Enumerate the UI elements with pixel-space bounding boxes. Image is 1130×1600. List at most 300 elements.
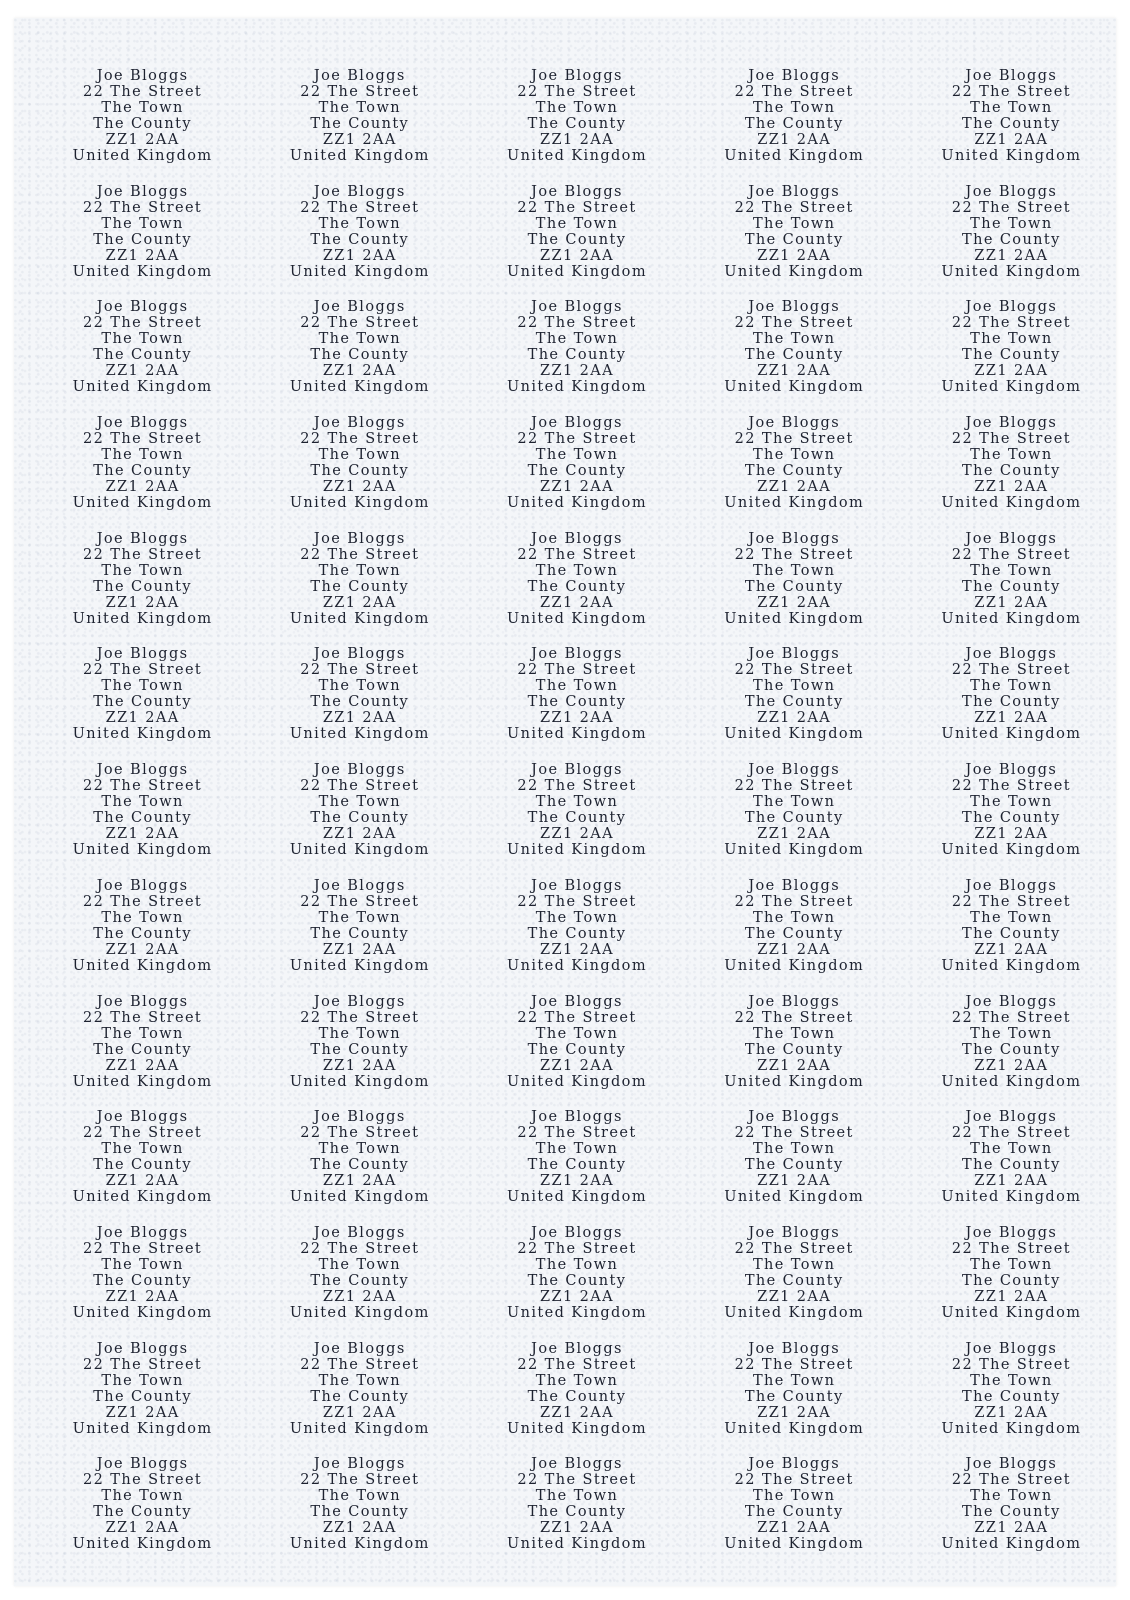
country-line: United Kingdom — [289, 610, 430, 627]
county-line: The County — [310, 925, 410, 942]
county-line: The County — [962, 116, 1061, 132]
country-line: United Kingdom — [289, 263, 430, 280]
county-line: The County — [744, 1041, 844, 1058]
recipient-name: Joe Bloggs — [965, 646, 1058, 663]
county-line: The County — [310, 578, 410, 595]
recipient-name: Joe Bloggs — [531, 877, 623, 894]
street-line: 22 The Street — [517, 1472, 637, 1489]
town-line: The Town — [318, 678, 401, 695]
address-label — [251, 415, 468, 531]
recipient-name: Joe Bloggs — [96, 1224, 189, 1241]
county-line: The County — [744, 810, 844, 827]
country-line: United Kingdom — [724, 1073, 865, 1090]
country-line: United Kingdom — [941, 1073, 1082, 1090]
town-line: The Town — [101, 1372, 184, 1389]
street-line: 22 The Street — [517, 84, 637, 100]
town-line: The Town — [535, 215, 619, 232]
recipient-name: Joe Bloggs — [96, 530, 189, 547]
address-label — [34, 1456, 251, 1572]
town-line: The Town — [970, 447, 1053, 464]
town-line: The Town — [970, 1256, 1053, 1273]
town-line: The Town — [101, 794, 184, 811]
street-line: 22 The Street — [300, 315, 420, 332]
county-line: The County — [310, 116, 410, 132]
postcode-line: ZZ1 2AA — [105, 1288, 180, 1305]
country-line: United Kingdom — [941, 726, 1082, 743]
street-line: 22 The Street — [83, 546, 203, 563]
town-line: The Town — [101, 331, 184, 348]
street-line: 22 The Street — [734, 1240, 854, 1257]
postcode-line: ZZ1 2AA — [105, 1404, 180, 1421]
address-label — [903, 994, 1120, 1110]
street-line: 22 The Street — [83, 1356, 203, 1373]
country-line: United Kingdom — [289, 1536, 430, 1553]
postcode-line: ZZ1 2AA — [757, 479, 832, 496]
street-line: 22 The Street — [951, 893, 1071, 910]
town-line: The Town — [970, 1372, 1053, 1389]
country-line: United Kingdom — [72, 148, 213, 164]
street-line: 22 The Street — [734, 84, 854, 100]
town-line: The Town — [752, 1256, 836, 1273]
country-line: United Kingdom — [941, 1189, 1082, 1206]
country-line: United Kingdom — [941, 1536, 1082, 1553]
country-line: United Kingdom — [72, 263, 213, 280]
postcode-line: ZZ1 2AA — [974, 1057, 1049, 1074]
country-line: United Kingdom — [507, 957, 647, 974]
recipient-name: Joe Bloggs — [531, 530, 623, 547]
town-line: The Town — [318, 1141, 401, 1158]
county-line: The County — [310, 810, 410, 827]
postcode-line: ZZ1 2AA — [322, 826, 397, 843]
county-line: The County — [527, 810, 627, 827]
address-label — [903, 1225, 1120, 1341]
country-line: United Kingdom — [507, 263, 647, 280]
recipient-name: Joe Bloggs — [531, 183, 623, 200]
postcode-line: ZZ1 2AA — [105, 826, 180, 843]
street-line: 22 The Street — [83, 662, 203, 679]
country-line: United Kingdom — [72, 1420, 213, 1437]
country-line: United Kingdom — [941, 379, 1082, 396]
street-line: 22 The Street — [300, 1240, 420, 1257]
street-line: 22 The Street — [300, 199, 420, 216]
street-line: 22 The Street — [517, 778, 637, 795]
town-line: The Town — [535, 1372, 619, 1389]
county-line: The County — [527, 1272, 627, 1289]
postcode-line: ZZ1 2AA — [757, 941, 832, 958]
street-line: 22 The Street — [517, 893, 637, 910]
postcode-line: ZZ1 2AA — [105, 247, 180, 264]
recipient-name: Joe Bloggs — [313, 993, 406, 1010]
country-line: United Kingdom — [724, 726, 865, 743]
country-line: United Kingdom — [507, 726, 647, 743]
recipient-name: Joe Bloggs — [748, 1456, 841, 1473]
recipient-name: Joe Bloggs — [965, 993, 1058, 1010]
street-line: 22 The Street — [951, 315, 1071, 332]
recipient-name: Joe Bloggs — [313, 762, 406, 779]
recipient-name: Joe Bloggs — [96, 762, 189, 779]
town-line: The Town — [318, 447, 401, 464]
street-line: 22 The Street — [517, 431, 637, 448]
street-line: 22 The Street — [83, 84, 203, 100]
address-label — [686, 1456, 903, 1572]
recipient-name: Joe Bloggs — [96, 877, 189, 894]
country-line: United Kingdom — [724, 957, 865, 974]
address-label — [251, 184, 468, 300]
county-line: The County — [962, 1504, 1061, 1521]
town-line: The Town — [101, 1141, 184, 1158]
postcode-line: ZZ1 2AA — [757, 594, 832, 611]
street-line: 22 The Street — [300, 778, 420, 795]
postcode-line: ZZ1 2AA — [105, 594, 180, 611]
street-line: 22 The Street — [300, 1009, 420, 1026]
address-label — [903, 531, 1120, 647]
street-line: 22 The Street — [83, 1240, 203, 1257]
postcode-line: ZZ1 2AA — [540, 132, 614, 148]
address-label — [686, 531, 903, 647]
county-line: The County — [93, 694, 192, 711]
address-label — [251, 994, 468, 1110]
town-line: The Town — [970, 794, 1053, 811]
town-line: The Town — [752, 1141, 836, 1158]
street-line: 22 The Street — [83, 1125, 203, 1142]
town-line: The Town — [752, 215, 836, 232]
county-line: The County — [527, 463, 627, 480]
county-line: The County — [962, 1157, 1061, 1174]
street-line: 22 The Street — [517, 1009, 637, 1026]
postcode-line: ZZ1 2AA — [974, 1288, 1049, 1305]
country-line: United Kingdom — [941, 495, 1082, 512]
address-label — [251, 1456, 468, 1572]
postcode-line: ZZ1 2AA — [974, 941, 1049, 958]
postcode-line: ZZ1 2AA — [540, 941, 614, 958]
country-line: United Kingdom — [289, 726, 430, 743]
country-line: United Kingdom — [72, 495, 213, 512]
town-line: The Town — [752, 678, 836, 695]
address-label — [251, 1109, 468, 1225]
county-line: The County — [310, 1504, 410, 1521]
street-line: 22 The Street — [517, 199, 637, 216]
county-line: The County — [527, 1504, 627, 1521]
country-line: United Kingdom — [724, 263, 865, 280]
town-line: The Town — [318, 100, 401, 116]
street-line: 22 The Street — [300, 1356, 420, 1373]
country-line: United Kingdom — [289, 379, 430, 396]
county-line: The County — [93, 1272, 192, 1289]
recipient-name: Joe Bloggs — [313, 1224, 406, 1241]
country-line: United Kingdom — [289, 495, 430, 512]
street-line: 22 The Street — [517, 662, 637, 679]
postcode-line: ZZ1 2AA — [322, 479, 397, 496]
recipient-name: Joe Bloggs — [313, 1340, 406, 1357]
recipient-name: Joe Bloggs — [748, 299, 841, 316]
recipient-name: Joe Bloggs — [96, 1456, 189, 1473]
town-line: The Town — [970, 1141, 1053, 1158]
recipient-name: Joe Bloggs — [965, 299, 1058, 316]
street-line: 22 The Street — [734, 1356, 854, 1373]
address-label — [903, 646, 1120, 762]
recipient-name: Joe Bloggs — [965, 1224, 1058, 1241]
street-line: 22 The Street — [951, 199, 1071, 216]
country-line: United Kingdom — [724, 1304, 865, 1321]
postcode-line: ZZ1 2AA — [105, 132, 180, 148]
recipient-name: Joe Bloggs — [748, 646, 841, 663]
recipient-name: Joe Bloggs — [313, 68, 406, 84]
recipient-name: Joe Bloggs — [96, 646, 189, 663]
postcode-line: ZZ1 2AA — [322, 1288, 397, 1305]
postcode-line: ZZ1 2AA — [105, 363, 180, 380]
county-line: The County — [93, 925, 192, 942]
street-line: 22 The Street — [734, 662, 854, 679]
street-line: 22 The Street — [83, 315, 203, 332]
country-line: United Kingdom — [507, 1189, 647, 1206]
county-line: The County — [744, 578, 844, 595]
street-line: 22 The Street — [951, 546, 1071, 563]
recipient-name: Joe Bloggs — [313, 646, 406, 663]
county-line: The County — [744, 1504, 844, 1521]
recipient-name: Joe Bloggs — [965, 1456, 1058, 1473]
town-line: The Town — [318, 562, 401, 579]
county-line: The County — [962, 1388, 1061, 1405]
postcode-line: ZZ1 2AA — [540, 1173, 614, 1190]
postcode-line: ZZ1 2AA — [540, 1057, 614, 1074]
town-line: The Town — [535, 447, 619, 464]
county-line: The County — [527, 1157, 627, 1174]
country-line: United Kingdom — [289, 148, 430, 164]
county-line: The County — [744, 694, 844, 711]
address-label — [468, 1109, 685, 1225]
postcode-line: ZZ1 2AA — [757, 826, 832, 843]
address-label — [251, 878, 468, 994]
address-label — [468, 762, 685, 878]
street-line: 22 The Street — [83, 1472, 203, 1489]
address-label — [251, 299, 468, 415]
recipient-name: Joe Bloggs — [531, 993, 623, 1010]
county-line: The County — [527, 1041, 627, 1058]
street-line: 22 The Street — [951, 1472, 1071, 1489]
county-line: The County — [744, 463, 844, 480]
town-line: The Town — [752, 562, 836, 579]
street-line: 22 The Street — [734, 893, 854, 910]
county-line: The County — [744, 1157, 844, 1174]
county-line: The County — [93, 1041, 192, 1058]
town-line: The Town — [970, 909, 1053, 926]
county-line: The County — [310, 694, 410, 711]
town-line: The Town — [318, 794, 401, 811]
county-line: The County — [310, 231, 410, 248]
recipient-name: Joe Bloggs — [748, 68, 841, 84]
county-line: The County — [527, 1388, 627, 1405]
county-line: The County — [310, 463, 410, 480]
address-label — [903, 184, 1120, 300]
town-line: The Town — [535, 562, 619, 579]
town-line: The Town — [970, 562, 1053, 579]
street-line: 22 The Street — [734, 1009, 854, 1026]
country-line: United Kingdom — [289, 1073, 430, 1090]
recipient-name: Joe Bloggs — [96, 415, 189, 432]
postcode-line: ZZ1 2AA — [757, 132, 832, 148]
county-line: The County — [93, 578, 192, 595]
address-label — [686, 68, 903, 184]
town-line: The Town — [101, 678, 184, 695]
town-line: The Town — [318, 1372, 401, 1389]
recipient-name: Joe Bloggs — [313, 530, 406, 547]
county-line: The County — [527, 925, 627, 942]
town-line: The Town — [752, 794, 836, 811]
street-line: 22 The Street — [951, 84, 1071, 100]
recipient-name: Joe Bloggs — [531, 299, 623, 316]
postcode-line: ZZ1 2AA — [322, 363, 397, 380]
street-line: 22 The Street — [734, 1472, 854, 1489]
county-line: The County — [527, 578, 627, 595]
street-line: 22 The Street — [734, 315, 854, 332]
street-line: 22 The Street — [83, 431, 203, 448]
town-line: The Town — [318, 909, 401, 926]
address-label — [251, 646, 468, 762]
postcode-line: ZZ1 2AA — [757, 1173, 832, 1190]
county-line: The County — [962, 231, 1061, 248]
country-line: United Kingdom — [724, 610, 865, 627]
recipient-name: Joe Bloggs — [96, 183, 189, 200]
address-label — [34, 1341, 251, 1457]
county-line: The County — [962, 694, 1061, 711]
street-line: 22 The Street — [951, 1125, 1071, 1142]
address-label — [34, 531, 251, 647]
town-line: The Town — [318, 215, 401, 232]
recipient-name: Joe Bloggs — [96, 68, 189, 84]
address-label — [468, 184, 685, 300]
recipient-name: Joe Bloggs — [748, 530, 841, 547]
address-label — [468, 68, 685, 184]
county-line: The County — [962, 1041, 1061, 1058]
address-label — [251, 1225, 468, 1341]
county-line: The County — [93, 1388, 192, 1405]
street-line: 22 The Street — [951, 431, 1071, 448]
county-line: The County — [744, 231, 844, 248]
postcode-line: ZZ1 2AA — [322, 594, 397, 611]
recipient-name: Joe Bloggs — [965, 68, 1058, 84]
country-line: United Kingdom — [724, 842, 865, 859]
address-label — [686, 646, 903, 762]
recipient-name: Joe Bloggs — [965, 1340, 1058, 1357]
town-line: The Town — [535, 794, 619, 811]
county-line: The County — [962, 578, 1061, 595]
address-label — [903, 68, 1120, 184]
recipient-name: Joe Bloggs — [748, 415, 841, 432]
address-label — [34, 1225, 251, 1341]
county-line: The County — [310, 1272, 410, 1289]
postcode-line: ZZ1 2AA — [105, 941, 180, 958]
county-line: The County — [93, 1504, 192, 1521]
postcode-line: ZZ1 2AA — [974, 594, 1049, 611]
county-line: The County — [744, 116, 844, 132]
recipient-name: Joe Bloggs — [748, 1340, 841, 1357]
street-line: 22 The Street — [734, 199, 854, 216]
town-line: The Town — [752, 100, 836, 116]
address-label — [251, 762, 468, 878]
postcode-line: ZZ1 2AA — [974, 479, 1049, 496]
town-line: The Town — [752, 447, 836, 464]
county-line: The County — [962, 463, 1061, 480]
street-line: 22 The Street — [300, 893, 420, 910]
address-label — [34, 994, 251, 1110]
town-line: The Town — [752, 331, 836, 348]
label-grid — [34, 68, 1120, 1572]
address-label — [903, 762, 1120, 878]
postcode-line: ZZ1 2AA — [757, 1404, 832, 1421]
country-line: United Kingdom — [724, 1420, 865, 1437]
country-line: United Kingdom — [724, 1189, 865, 1206]
county-line: The County — [310, 347, 410, 364]
recipient-name: Joe Bloggs — [748, 1109, 841, 1126]
county-line: The County — [93, 1157, 192, 1174]
town-line: The Town — [101, 1256, 184, 1273]
town-line: The Town — [535, 1256, 619, 1273]
postcode-line: ZZ1 2AA — [540, 247, 614, 264]
address-label — [903, 1341, 1120, 1457]
recipient-name: Joe Bloggs — [96, 299, 189, 316]
street-line: 22 The Street — [300, 1472, 420, 1489]
town-line: The Town — [535, 100, 619, 116]
recipient-name: Joe Bloggs — [531, 1340, 623, 1357]
recipient-name: Joe Bloggs — [531, 1109, 623, 1126]
address-label — [468, 415, 685, 531]
recipient-name: Joe Bloggs — [748, 993, 841, 1010]
town-line: The Town — [535, 1488, 619, 1505]
country-line: United Kingdom — [941, 1420, 1082, 1437]
country-line: United Kingdom — [507, 1073, 647, 1090]
town-line: The Town — [101, 100, 184, 116]
postcode-line: ZZ1 2AA — [322, 941, 397, 958]
address-label — [34, 68, 251, 184]
address-label — [686, 1225, 903, 1341]
country-line: United Kingdom — [72, 1536, 213, 1553]
country-line: United Kingdom — [289, 1304, 430, 1321]
town-line: The Town — [101, 1025, 184, 1042]
country-line: United Kingdom — [941, 1304, 1082, 1321]
county-line: The County — [93, 116, 192, 132]
address-label — [468, 299, 685, 415]
postcode-line: ZZ1 2AA — [540, 710, 614, 727]
county-line: The County — [93, 463, 192, 480]
address-label — [251, 68, 468, 184]
town-line: The Town — [318, 1025, 401, 1042]
recipient-name: Joe Bloggs — [748, 183, 841, 200]
town-line: The Town — [101, 1488, 184, 1505]
street-line: 22 The Street — [300, 84, 420, 100]
county-line: The County — [962, 1272, 1061, 1289]
address-label — [903, 1109, 1120, 1225]
postcode-line: ZZ1 2AA — [540, 594, 614, 611]
town-line: The Town — [752, 1025, 836, 1042]
county-line: The County — [93, 347, 192, 364]
county-line: The County — [962, 347, 1061, 364]
recipient-name: Joe Bloggs — [313, 877, 406, 894]
county-line: The County — [744, 925, 844, 942]
town-line: The Town — [970, 215, 1053, 232]
postcode-line: ZZ1 2AA — [757, 1520, 832, 1537]
town-line: The Town — [970, 678, 1053, 695]
town-line: The Town — [535, 331, 619, 348]
street-line: 22 The Street — [83, 778, 203, 795]
recipient-name: Joe Bloggs — [531, 762, 623, 779]
postcode-line: ZZ1 2AA — [757, 247, 832, 264]
street-line: 22 The Street — [517, 315, 637, 332]
country-line: United Kingdom — [72, 957, 213, 974]
county-line: The County — [527, 694, 627, 711]
recipient-name: Joe Bloggs — [531, 1224, 623, 1241]
town-line: The Town — [752, 1372, 836, 1389]
town-line: The Town — [318, 331, 401, 348]
